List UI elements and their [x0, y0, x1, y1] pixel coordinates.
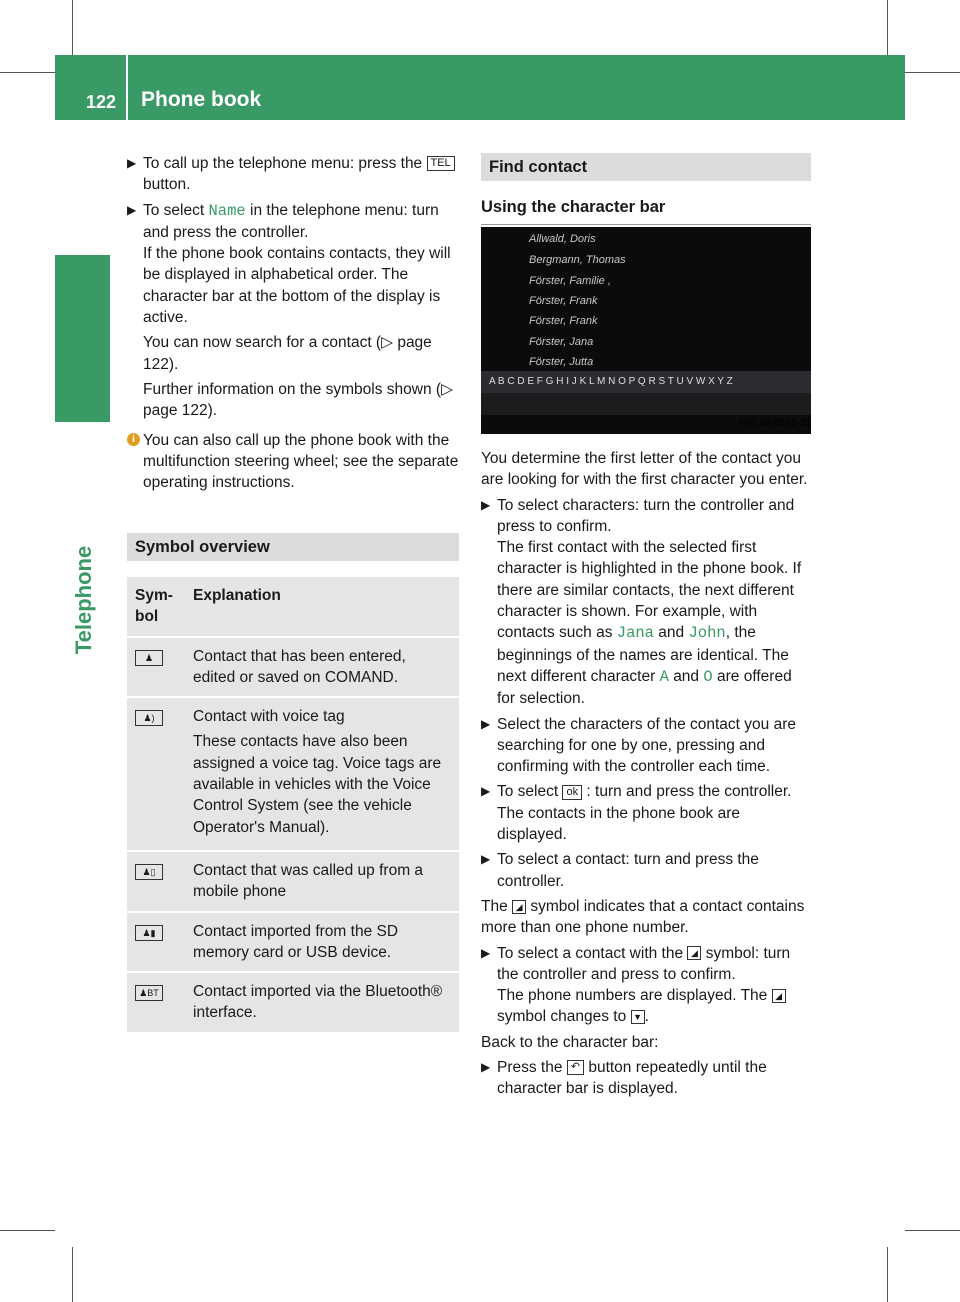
symbol-cell — [127, 912, 185, 973]
person-icon: ♟ — [135, 650, 163, 666]
symbol-cell — [127, 637, 185, 698]
section-heading: Find contact — [481, 153, 811, 181]
crop-mark — [905, 1230, 960, 1231]
page-title: Phone book — [141, 88, 262, 111]
header-divider — [126, 55, 128, 120]
step: ▶ Press the ↶ button repeatedly until the character bar is displayed. — [481, 1059, 767, 1098]
step: ▶ To call up the telephone menu: press the TEL button. — [127, 153, 459, 196]
bluetooth-icon: ♟BT — [135, 985, 163, 1001]
step: ▶ To select a contact: turn and press the controller. — [481, 851, 759, 890]
voice-tag-icon: ♟) — [135, 710, 163, 726]
mobile-phone-icon: ♟▯ — [135, 864, 163, 880]
table-row — [127, 972, 459, 1033]
contact-entry: Allwald, Doris — [529, 233, 596, 245]
arrow-icon: ▶ — [481, 852, 491, 867]
explanation-cell: Contact imported from the SD memory card or USB device. — [185, 912, 459, 973]
side-tab — [55, 255, 110, 422]
character-bar: A B C D E F G H I J K L M N O P Q R S T U V W X Y Z — [481, 371, 811, 393]
info-note: i You can also call up the phone book with the multifunction steering wheel; see the separate operating instructions. — [127, 430, 459, 494]
multi-number-icon: ◢ — [772, 989, 786, 1003]
image-caption: P82.89-0193-31 — [739, 418, 811, 429]
symbol-cell — [127, 697, 185, 851]
ok-key-icon: ok — [562, 785, 582, 800]
left-column — [127, 153, 459, 561]
step: ▶ To select characters: turn the controller and press to confirm. The first contact with the selected first character is highlighted in the phone book. If there are similar contacts, the next different character is shown. For example, with contacts such as Jana and John, the beginnings of the names are identical. The next different character A and O are offered for selection. — [481, 496, 802, 708]
chapter-label: Telephone — [71, 545, 96, 655]
multi-number-icon: ◢ — [687, 946, 701, 960]
contact-entry: Förster, Familie , — [529, 275, 611, 287]
arrow-icon: ▶ — [481, 945, 491, 960]
arrow-icon: ▶ — [127, 156, 137, 170]
crop-mark — [905, 72, 960, 73]
contact-entry: Förster, Jutta — [529, 356, 594, 368]
crop-mark — [72, 0, 73, 55]
symbol-cell — [127, 972, 185, 1033]
arrow-icon: ▶ — [481, 784, 491, 799]
table-header-row — [127, 577, 459, 637]
right-column — [481, 153, 811, 231]
page-number: 122 — [86, 92, 117, 112]
explanation-cell: Contact that has been entered, edited or saved on COMAND. — [185, 637, 459, 698]
display-screenshot — [481, 227, 811, 434]
table-row — [127, 912, 459, 973]
table-row — [127, 851, 459, 912]
step: ▶ To select a contact with the ◢ symbol: turn the controller and press to confirm. The phone numbers are displayed. The ◢ symbol changes to ▼ . — [481, 944, 791, 1026]
arrow-icon: ▶ — [481, 716, 491, 731]
explanation-cell: Contact with voice tag These contacts have also been assigned a voice tag. Voice tags are available in vehicles with the Voice Control System (see the vehicle Operator's Manual). — [185, 697, 459, 851]
contact-entry: Bergmann, Thomas — [529, 254, 626, 266]
expanded-icon: ▼ — [631, 1010, 645, 1024]
contact-entry: Förster, Jana — [529, 336, 594, 348]
table-row — [127, 697, 459, 851]
sd-card-icon: ♟▮ — [135, 925, 163, 941]
arrow-icon: ▶ — [481, 1060, 491, 1075]
ui-term: Name — [208, 201, 246, 220]
crop-mark — [887, 1247, 888, 1302]
explanation-cell: Contact imported via the Bluetooth® interface. — [185, 972, 459, 1033]
step: ▶ To select ok : turn and press the controller. The contacts in the phone book are displayed. — [481, 783, 792, 844]
info-icon: i — [127, 433, 140, 446]
bottom-bar — [481, 393, 811, 415]
contact-entry: Förster, Frank — [529, 295, 598, 307]
symbol-table — [127, 577, 459, 1034]
step: ▶ To select Name in the telephone menu: turn and press the controller. If the phone book contains contacts, they will be displayed in alphabetical order. The character bar at the bottom of the display is active. You can now search for a contact (▷ page 122). Further information on the symbols shown (▷ page 122). — [127, 201, 453, 420]
arrow-icon: ▶ — [481, 497, 491, 512]
crop-mark — [887, 0, 888, 55]
multi-number-icon: ◢ — [512, 900, 526, 914]
subheading: Using the character bar — [481, 197, 811, 225]
back-button-icon: ↶ — [567, 1060, 584, 1075]
tel-key-icon: TEL — [427, 156, 455, 171]
crop-mark — [0, 1230, 55, 1231]
contact-entry: Förster, Frank — [529, 315, 598, 327]
arrow-icon: ▶ — [127, 202, 137, 217]
right-column-text: You determine the first letter of the contact you are looking for with the first character you enter. ▶ To select characters: turn the controller and press to confirm. The first contact with the selected first character is highlighted in the phone book. If there are similar contacts, the next different character is shown. For example, with contacts such as Jana and John, the beginnings of the names are identical. The next different character A and O are offered for selection. ▶ Select the characters of the contact you are searching for one by one, pressing and confirming with the controller each time. ▶ To select ok : turn and press the controller. The contacts in the phone book are displayed. ▶ To select a contact: turn and press the controller. The ◢ symbol indicates that a contact contains more than one phone number. ▶ To select a contact with the ◢ symbol: turn the controller and press to confirm. The phone numbers are displayed. The ◢ symbol changes to ▼ . Back to the character bar: ▶ Press the ↶ button repeatedly until the character bar is displayed. — [481, 448, 811, 1104]
step: ▶ Select the characters of the contact you are searching for one by one, pressing and confirming with the controller each time. — [481, 715, 796, 776]
section-heading: Symbol overview — [127, 533, 459, 561]
column-header: Explanation — [185, 577, 459, 637]
explanation-cell: Contact that was called up from a mobile phone — [185, 851, 459, 912]
table-row — [127, 637, 459, 698]
crop-mark — [72, 1247, 73, 1302]
column-header: Sym-bol — [127, 577, 185, 637]
symbol-cell — [127, 851, 185, 912]
crop-mark — [0, 72, 55, 73]
